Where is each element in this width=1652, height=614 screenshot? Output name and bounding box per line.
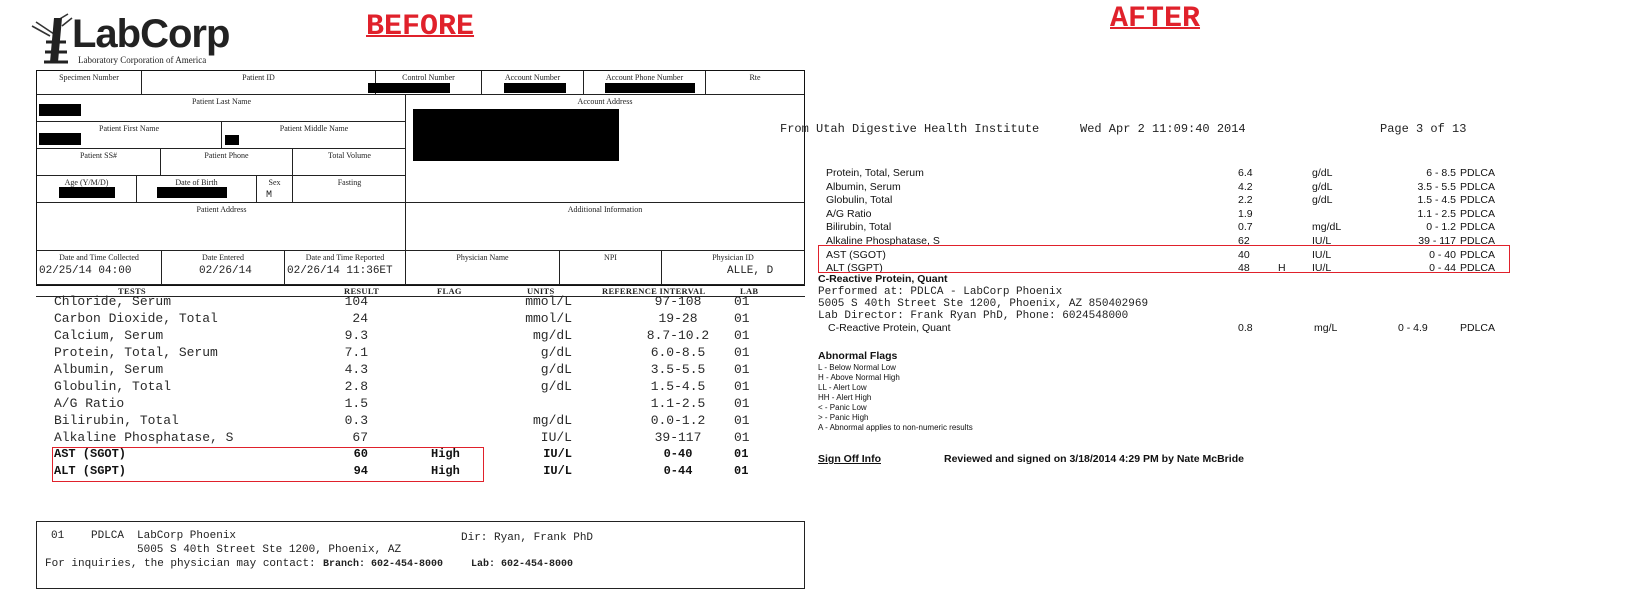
cell-ref: 0 - 44: [1429, 262, 1456, 275]
cell-units: IU/L: [543, 464, 572, 478]
cell-lab: 01: [734, 430, 750, 445]
redaction: [59, 187, 115, 198]
cell-result: 9.3: [344, 328, 368, 343]
cell-units: IU/L: [1312, 262, 1332, 275]
sex-cell: Sex: [257, 176, 293, 202]
logo-name: LabCorp: [72, 12, 230, 56]
flag-legend-item: A - Abnormal applies to non-numeric results: [818, 423, 973, 432]
cell-ref: 1.1 - 2.5: [1417, 207, 1456, 220]
table-row: [36, 311, 805, 328]
cell-result: 40: [1238, 248, 1250, 261]
cell-units: g/dL: [540, 362, 572, 377]
patient-address-cell: Patient Address: [196, 205, 247, 214]
cell-result: 60: [353, 447, 368, 461]
cell-lab: 01: [734, 311, 750, 326]
route-cell: Rte: [749, 73, 761, 82]
date-entered-cell: Date Entered: [162, 251, 285, 285]
crp-title-text: C-Reactive Protein, Quant: [818, 273, 948, 285]
after-header-date: Wed Apr 2 11:09:40 2014: [1080, 122, 1246, 136]
labcorp-tower-icon: [28, 12, 78, 68]
table-row: [36, 362, 805, 379]
patient-id-cell: Patient ID: [142, 71, 376, 94]
col-reference: REFERENCE INTERVAL: [602, 286, 706, 296]
cell-lab: PDLCA: [1460, 235, 1496, 247]
cell-units: g/dL: [1312, 167, 1333, 179]
table-row: [826, 167, 1590, 180]
cell-name: A/G Ratio: [54, 396, 125, 411]
after-header-page: Page 3 of 13: [1380, 122, 1467, 136]
lab-address: 5005 S 40th Street Ste 1200, Phoenix, AZ: [137, 544, 402, 556]
cell-lab: 01: [734, 294, 750, 309]
physician-id-value: ALLE, D: [727, 265, 774, 277]
cell-name: ALT (SGPT): [826, 262, 883, 275]
cell-units: IU/L: [543, 447, 572, 461]
cell-name: Calcium, Serum: [54, 328, 164, 343]
physician-name-cell: Physician Name: [406, 251, 560, 285]
lab-phone: Lab: 602-454-8000: [471, 559, 574, 570]
npi-cell: NPI: [560, 251, 662, 285]
cell-result: 0.3: [344, 413, 368, 428]
redaction: [225, 135, 239, 145]
table-row: [36, 413, 805, 430]
lab-info-box: [36, 521, 805, 589]
table-row: [826, 221, 1590, 234]
cell-units: g/dL: [540, 345, 572, 360]
age-cell: Age (Y/M/D): [37, 176, 137, 202]
cell-lab: 01: [734, 379, 750, 394]
form-row-address: [37, 203, 406, 251]
cell-name: Alkaline Phosphatase, S: [826, 235, 940, 247]
cell-units: IU/L: [540, 430, 572, 445]
cell-lab: 01: [734, 328, 750, 343]
cell-units: g/dL: [540, 379, 572, 394]
signoff-row: [818, 453, 1548, 466]
patient-phone-cell: Patient Phone: [161, 149, 293, 175]
cell-lab: 01: [734, 345, 750, 360]
table-row: [36, 328, 805, 345]
cell-flag: High: [431, 447, 460, 461]
cell-ref: 1.1-2.5: [650, 396, 706, 411]
cell-units: g/dL: [1312, 180, 1333, 193]
cell-lab: PDLCA: [1460, 221, 1496, 234]
cell-units: IU/L: [1312, 235, 1332, 247]
form-row-first-name: [37, 122, 406, 149]
col-units: UNITS: [527, 286, 555, 296]
signoff-text: Reviewed and signed on 3/18/2014 4:29 PM by Nate McBride: [944, 453, 1244, 465]
cell-ref: 0-40: [663, 447, 693, 461]
cell-lab: 01: [734, 396, 750, 411]
date-reported-value: 02/26/14 11:36ET: [287, 265, 393, 277]
cell-lab: PDLCA: [1460, 207, 1496, 220]
patient-last-name-cell: Patient Last Name: [191, 97, 252, 106]
patient-first-name-cell: Patient First Name: [37, 122, 222, 148]
cell-ref: 1.5 - 4.5: [1417, 194, 1456, 207]
date-collected-cell: Date and Time Collected: [37, 251, 162, 285]
cell-units: mmol/L: [525, 294, 572, 309]
cell-ref: 39-117: [654, 430, 702, 445]
cell-ref: 97-108: [654, 294, 702, 309]
cell-ref: 6.0-8.5: [650, 345, 706, 360]
cell-lab: 01: [734, 464, 749, 478]
date-reported-cell: Date and Time Reported: [285, 251, 406, 285]
highlight-box-after: [818, 245, 1510, 273]
redaction: [157, 187, 227, 198]
table-row: [36, 430, 805, 447]
cell-result: 104: [344, 294, 368, 309]
cell-name: AST (SGOT): [826, 248, 886, 261]
table-row: [36, 345, 805, 362]
cell-name: A/G Ratio: [826, 207, 872, 220]
cell-lab: PDLCA: [1460, 180, 1496, 193]
after-header-from: From Utah Digestive Health Institute: [780, 122, 1040, 136]
lab-director-line: Lab Director: Frank Ryan PhD, Phone: 6024548000: [818, 310, 1129, 322]
cell-ref: 3.5 - 5.5: [1417, 180, 1456, 193]
cell-name: Albumin, Serum: [54, 362, 164, 377]
fasting-cell: Fasting: [337, 178, 362, 187]
cell-ref: 0-44: [663, 464, 693, 478]
cell-result: 1.9: [1238, 207, 1253, 220]
crp-name: C-Reactive Protein, Quant: [828, 322, 951, 334]
cell-result: 24: [352, 311, 368, 326]
flag-legend-item: H - Above Normal High: [818, 373, 900, 382]
cell-name: Alkaline Phosphatase, S: [54, 430, 234, 445]
abnormal-flags-title: [818, 350, 1548, 363]
cell-name: Albumin, Serum: [826, 180, 901, 193]
date-of-birth-cell: Date of Birth: [137, 176, 257, 202]
date-collected-value: 02/25/14 04:00: [39, 265, 132, 277]
divider: [36, 284, 805, 285]
patient-info-form: [36, 70, 805, 286]
cell-result: 67: [352, 430, 368, 445]
cell-name: AST (SGOT): [54, 447, 127, 461]
cell-result: 4.2: [1238, 180, 1253, 193]
performed-at: Performed at: PDLCA - LabCorp Phoenix: [818, 286, 1063, 298]
cell-ref: 3.5-5.5: [650, 362, 706, 377]
form-row-ssn: [37, 149, 406, 176]
table-row: [36, 294, 805, 311]
crp-title: [818, 273, 1590, 286]
additional-info-block: [406, 203, 804, 251]
before-heading: BEFORE: [366, 10, 475, 44]
lab-director: Dir: Ryan, Frank PhD: [461, 532, 594, 544]
cell-name: Bilirubin, Total: [826, 221, 892, 234]
cell-name: Globulin, Total: [826, 194, 893, 207]
lab-name: LabCorp Phoenix: [137, 530, 237, 542]
total-volume-cell: Total Volume: [328, 151, 371, 160]
cell-result: 2.2: [1238, 194, 1253, 207]
table-row: [826, 180, 1590, 194]
patient-middle-name-cell: Patient Middle Name: [279, 124, 349, 133]
flag-legend-item: HH - Alert High: [818, 393, 872, 402]
after-heading: AFTER: [1110, 2, 1201, 36]
redaction: [605, 83, 695, 93]
cell-result: 2.8: [344, 379, 368, 394]
cell-flag: H: [1278, 262, 1286, 275]
cell-result: 1.5: [344, 396, 368, 411]
cell-name: Bilirubin, Total: [54, 413, 179, 428]
cell-units: g/dL: [1312, 194, 1333, 207]
flag-legend-item: < - Panic Low: [818, 403, 867, 412]
redaction: [368, 83, 450, 93]
cell-name: Globulin, Total: [54, 379, 172, 394]
cell-ref: 0 - 40: [1429, 248, 1456, 261]
labcorp-logo: [28, 12, 233, 68]
cell-units: mg/dL: [1312, 221, 1342, 234]
signoff-label: Sign Off Info: [818, 453, 881, 465]
cell-name: Carbon Dioxide, Total: [54, 311, 218, 326]
sex-value: M: [266, 190, 273, 201]
crp-ref: 0 - 4.9: [1398, 322, 1428, 334]
col-lab: LAB: [740, 286, 759, 296]
table-row: [826, 194, 1590, 207]
cell-lab: PDLCA: [1460, 167, 1496, 179]
flag-legend-item: L - Below Normal Low: [818, 363, 896, 372]
crp-row: [828, 322, 1590, 335]
logo-subtitle: Laboratory Corporation of America: [78, 55, 207, 65]
crp-result: 0.8: [1238, 322, 1253, 334]
crp-units: mg/L: [1314, 322, 1338, 334]
cell-result: 7.1: [344, 345, 368, 360]
specimen-number-cell: Specimen Number: [37, 71, 142, 94]
lab-code: PDLCA: [91, 530, 125, 542]
redaction: [504, 83, 566, 93]
account-address-cell: Account Address: [577, 97, 633, 106]
cell-ref: 0.0-1.2: [650, 413, 706, 428]
highlight-box-before: [52, 447, 484, 482]
cell-units: mmol/L: [525, 311, 572, 326]
cell-result: 4.3: [344, 362, 368, 377]
cell-lab: 01: [734, 447, 749, 461]
flag-legend-item: > - Panic High: [818, 413, 869, 422]
cell-lab: PDLCA: [1460, 262, 1496, 275]
cell-name: Chloride, Serum: [54, 294, 172, 309]
cell-flag: High: [431, 464, 460, 478]
date-entered-value: 02/26/14: [199, 265, 252, 277]
cell-result: 62: [1238, 235, 1250, 247]
table-row: [36, 396, 805, 413]
cell-ref: 19-28: [658, 311, 698, 326]
lab-code-number: 01: [51, 530, 65, 542]
cell-lab: PDLCA: [1460, 194, 1496, 207]
cell-name: Protein, Total, Serum: [54, 345, 218, 360]
cell-units: mg/dL: [532, 328, 572, 343]
account-number-cell: Account Number: [482, 71, 584, 94]
cell-lab: 01: [734, 362, 750, 377]
cell-ref: 1.5-4.5: [650, 379, 706, 394]
cell-name: ALT (SGPT): [54, 464, 127, 478]
additional-info-cell: Additional Information: [567, 205, 643, 214]
crp-lab: PDLCA: [1460, 322, 1496, 334]
cell-result: 48: [1238, 262, 1250, 275]
account-phone-cell: Account Phone Number: [584, 71, 706, 94]
physician-id-cell: Physician ID: [712, 253, 754, 262]
redaction: [413, 109, 619, 161]
control-number-cell: Control Number: [376, 71, 482, 94]
table-row: [36, 379, 805, 396]
cell-ref: 8.7-10.2: [646, 328, 710, 343]
cell-name: Protein, Total, Serum: [826, 167, 924, 179]
abnormal-flags-title-text: Abnormal Flags: [818, 350, 898, 362]
form-row-dates: [37, 251, 804, 285]
table-row: [826, 207, 1590, 221]
flag-legend-item: LL - Alert Low: [818, 383, 867, 392]
form-row-last-name: [37, 95, 406, 122]
after-address: 5005 S 40th Street Ste 1200, Phoenix, AZ 850402969: [818, 298, 1149, 310]
redaction: [39, 104, 81, 116]
cell-result: 94: [353, 464, 368, 478]
cell-ref: 0 - 1.2: [1426, 221, 1456, 234]
cell-lab: PDLCA: [1460, 248, 1496, 261]
patient-ssn-cell: Patient SS#: [37, 149, 161, 175]
cell-ref: 6 - 8.5: [1426, 167, 1456, 179]
branch-phone: Branch: 602-454-8000: [323, 559, 444, 570]
redaction: [39, 133, 81, 145]
cell-units: mg/dL: [532, 413, 572, 428]
inquiries-text: For inquiries, the physician may contact:: [45, 558, 316, 570]
cell-lab: 01: [734, 413, 750, 428]
col-tests: TESTS: [118, 286, 146, 296]
cell-result: 0.7: [1238, 221, 1253, 234]
cell-units: IU/L: [1312, 248, 1332, 261]
cell-result: 6.4: [1238, 167, 1253, 179]
cell-ref: 39 - 117: [1418, 235, 1456, 247]
col-result: RESULT: [344, 286, 380, 296]
col-flag: FLAG: [437, 286, 462, 296]
